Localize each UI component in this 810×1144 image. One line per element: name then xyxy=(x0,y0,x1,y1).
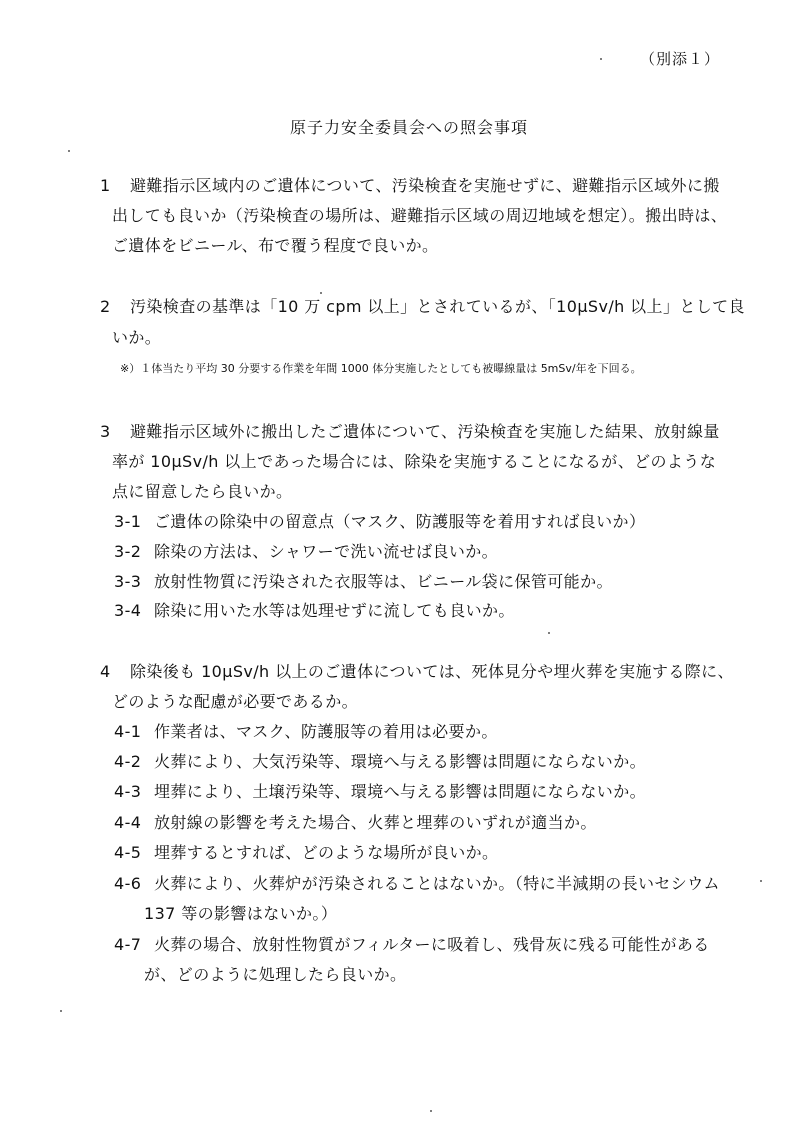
q4-line-2: どのような配慮が必要であるか。 xyxy=(112,692,359,711)
scan-speck xyxy=(760,880,762,882)
scan-speck xyxy=(600,58,602,60)
scan-speck xyxy=(320,292,322,294)
q4-sub-continuation: が、どのように処理したら良いか。 xyxy=(144,965,407,984)
q4-sub-item xyxy=(114,752,646,772)
q3-number: 3 xyxy=(100,422,111,441)
q4-sub-item xyxy=(114,782,646,802)
q4-sub-number: 4-6 xyxy=(114,874,142,893)
q3-text-1: 避難指示区域外に搬出したご遺体について、汚染検査を実施した結果、放射線量 xyxy=(130,422,720,441)
q4-sub-item xyxy=(114,813,597,833)
q4-sub-number: 4-7 xyxy=(114,935,142,954)
q4-sub-item xyxy=(114,722,498,742)
q1-number: 1 xyxy=(100,176,111,195)
page-title: 原子力安全委員会への照会事項 xyxy=(290,118,529,137)
q4-sub-item xyxy=(114,874,720,894)
q3-sub-number: 3-4 xyxy=(114,601,142,620)
q4-sub-text: 放射線の影響を考えた場合、火葬と埋葬のいずれが適当か。 xyxy=(154,813,597,832)
q3-sub-text: 除染に用いた水等は処理せずに流しても良いか。 xyxy=(154,601,515,620)
q4-sub-number: 4-3 xyxy=(114,782,142,801)
q3-sub-number: 3-3 xyxy=(114,572,142,591)
q2-line-2: いか。 xyxy=(112,328,162,347)
q4-sub-number: 4-1 xyxy=(114,722,142,741)
q3-sub-number: 3-1 xyxy=(114,512,142,531)
q4-sub-text: 火葬の場合、放射性物質がフィルターに吸着し、残骨灰に残る可能性がある xyxy=(154,935,710,954)
scan-speck xyxy=(430,1110,432,1112)
q4-sub-number: 4-2 xyxy=(114,752,142,771)
q2-line-1 xyxy=(100,297,745,317)
scan-speck xyxy=(548,632,550,634)
q4-line-1 xyxy=(100,662,734,682)
q4-sub-text: 埋葬により、土壌汚染等、環境へ与える影響は問題にならないか。 xyxy=(154,782,647,801)
q2-number: 2 xyxy=(100,297,111,316)
q3-sub-number: 3-2 xyxy=(114,542,142,561)
q4-sub-text: 作業者は、マスク、防護服等の着用は必要か。 xyxy=(154,722,498,741)
q1-line-2: 出しても良いか（汚染検査の場所は、避難指示区域の周辺地域を想定）。搬出時は、 xyxy=(112,206,728,225)
q4-sub-item xyxy=(114,935,710,955)
q4-sub-number: 4-5 xyxy=(114,843,142,862)
q1-line-3: ご遺体をビニール、布で覆う程度で良いか。 xyxy=(112,236,439,255)
q3-line-2: 率が 10μSv/h 以上であった場合には、除染を実施することになるが、どのような xyxy=(112,452,717,471)
q2-text-1: 汚染検査の基準は「10 万 cpm 以上」とされているが、「10μSv/h 以上」として良 xyxy=(130,297,745,316)
attachment-label: （別添１） xyxy=(640,50,721,68)
q4-sub-text: 火葬により、火葬炉が汚染されることはないか。（特に半減期の長いセシウム xyxy=(154,874,720,893)
q1-text-1: 避難指示区域内のご遺体について、汚染検査を実施せずに、避難指示区域外に搬 xyxy=(130,176,720,195)
q4-sub-item xyxy=(114,843,498,863)
q3-sub-item xyxy=(114,601,515,621)
q4-sub-number: 4-4 xyxy=(114,813,142,832)
q4-sub-text: 火葬により、大気汚染等、環境へ与える影響は問題にならないか。 xyxy=(154,752,647,771)
q4-sub-text: 埋葬するとすれば、どのような場所が良いか。 xyxy=(154,843,499,862)
q3-sub-item xyxy=(114,512,645,532)
scan-speck xyxy=(60,1010,62,1012)
q3-sub-text: ご遺体の除染中の留意点（マスク、防護服等を着用すれば良いか） xyxy=(154,512,646,531)
q3-sub-item xyxy=(114,542,498,562)
q3-line-1 xyxy=(100,422,720,442)
q3-sub-text: 除染の方法は、シャワーで洗い流せば良いか。 xyxy=(154,542,499,561)
scan-speck xyxy=(68,150,70,152)
q4-number: 4 xyxy=(100,662,111,681)
q3-sub-item xyxy=(114,572,613,592)
q3-line-3: 点に留意したら良いか。 xyxy=(112,482,293,501)
q1-line-1 xyxy=(100,176,720,196)
q2-footnote: ※）１体当たり平均 30 分要する作業を年間 1000 体分実施したとしても被曝線量は 5mSv/年を下回る。 xyxy=(120,362,642,375)
q4-text-1: 除染後も 10μSv/h 以上のご遺体については、死体見分や埋火葬を実施する際に、 xyxy=(130,662,734,681)
q4-sub-continuation: 137 等の影響はないか。） xyxy=(144,904,338,923)
q3-sub-text: 放射性物質に汚染された衣服等は、ビニール袋に保管可能か。 xyxy=(154,572,613,591)
